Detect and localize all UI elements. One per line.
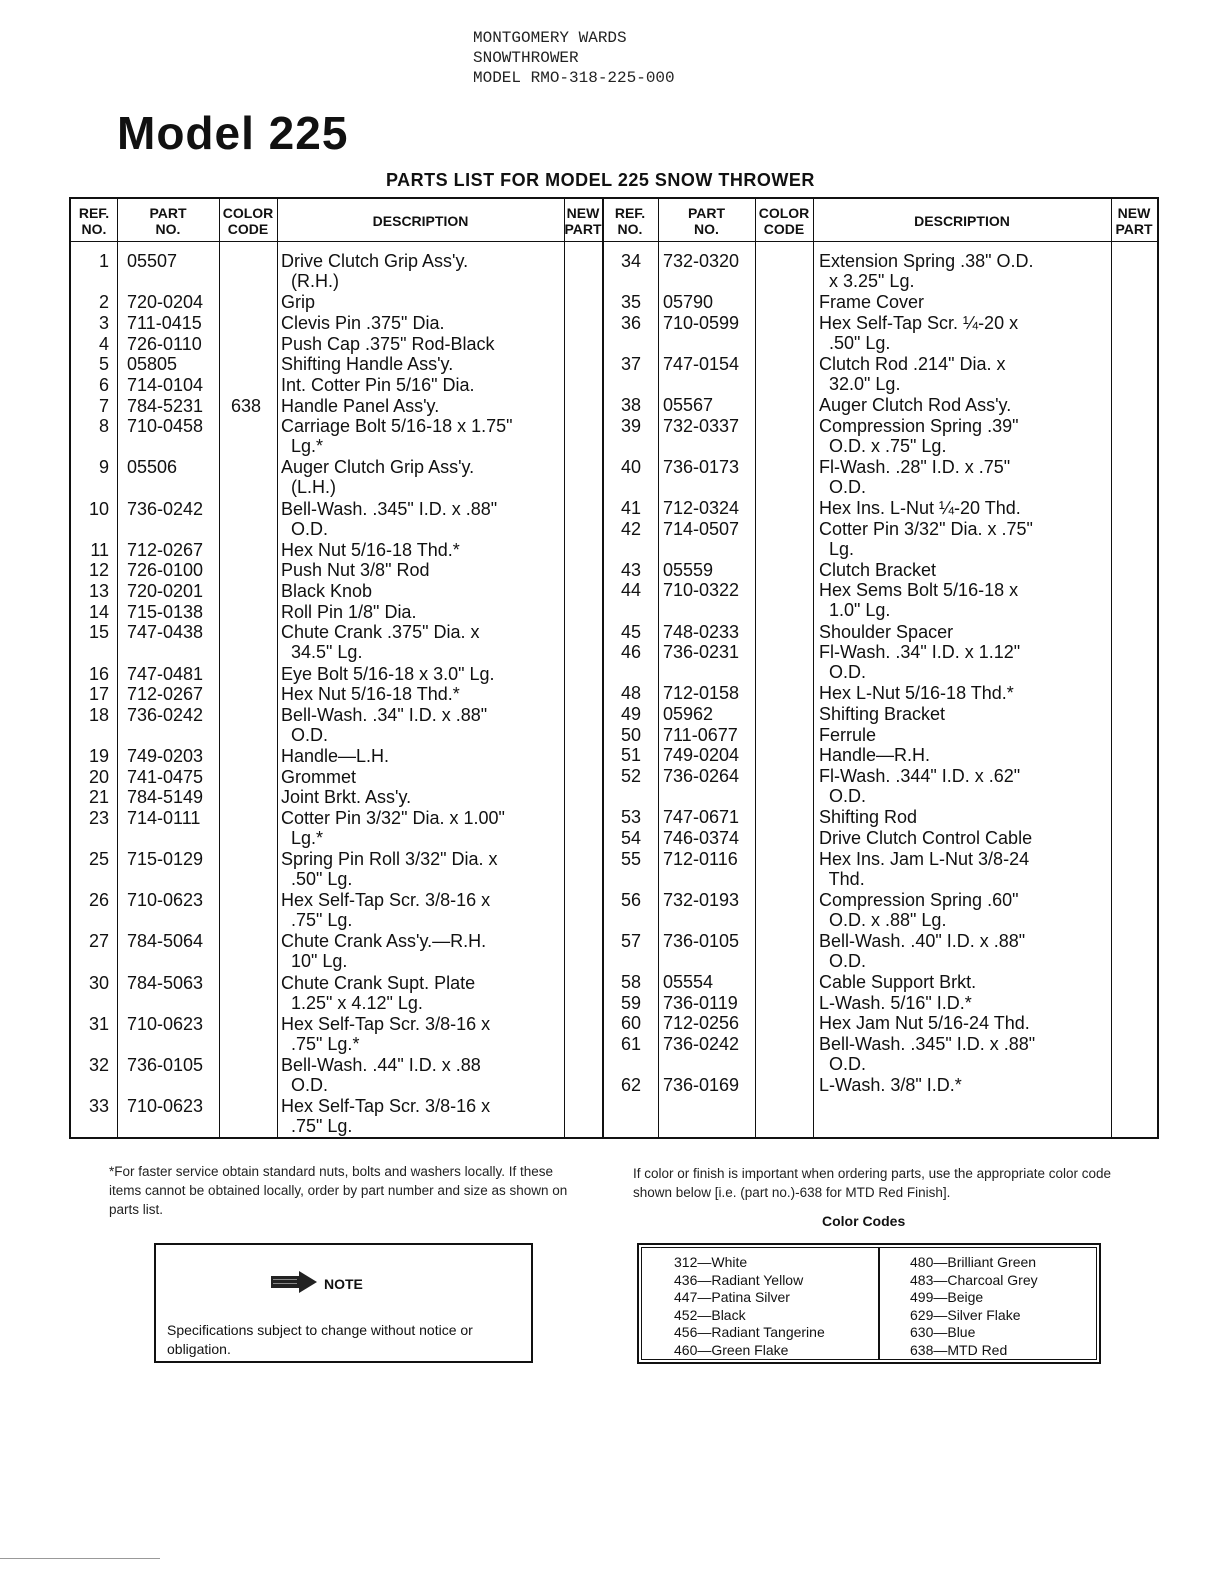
part-no: 748-0233 <box>663 621 740 642</box>
parts-table <box>69 197 1159 1139</box>
parts-list-title: PARTS LIST FOR MODEL 225 SNOW THROWER <box>386 170 815 190</box>
ref-no: 56 <box>620 889 641 910</box>
ref-no: 59 <box>620 992 641 1013</box>
ref-no: 12 <box>88 560 109 581</box>
part-no: 712-0267 <box>127 684 204 705</box>
ref-no: 46 <box>620 642 641 663</box>
part-no: 736-0119 <box>663 992 738 1013</box>
part-no: 710-0599 <box>663 312 740 333</box>
color-codes-inner <box>641 1247 1097 1360</box>
ref-no: 26 <box>88 890 109 911</box>
ref-no: 1 <box>98 251 109 271</box>
part-no: 05962 <box>663 704 714 724</box>
description: Shoulder Spacer <box>819 621 954 642</box>
ref-no: 16 <box>88 663 109 684</box>
part-no: 736-0242 <box>663 1034 740 1054</box>
ref-no: 31 <box>88 1013 109 1034</box>
ref-no: 7 <box>98 395 109 416</box>
description: Handle Panel Ass'y. <box>281 395 440 416</box>
column-divider <box>755 199 756 1137</box>
typed-header <box>473 28 675 88</box>
part-no: 726-0100 <box>127 560 204 581</box>
part-no: 714-0104 <box>127 374 204 395</box>
description: L-Wash. 5/16" I.D.* <box>819 992 972 1013</box>
ref-no: 62 <box>620 1075 641 1096</box>
ref-no: 37 <box>620 353 641 374</box>
ref-no: 38 <box>620 395 641 415</box>
color-codes-left <box>674 1254 825 1359</box>
color-codes-divider <box>878 1248 880 1359</box>
description: Ferrule <box>819 724 877 745</box>
description: Hex Self-Tap Scr. 3/8-16 x .75" Lg.* <box>281 1013 491 1054</box>
typed-line-product: SNOWTHROWER <box>473 49 579 67</box>
description: Cotter Pin 3/32" Dia. x 1.00" Lg.* <box>281 808 505 849</box>
ref-no: 15 <box>88 622 109 643</box>
ref-no: 44 <box>620 580 641 601</box>
ref-no: 34 <box>620 251 641 271</box>
description: Cable Support Brkt. <box>819 971 977 992</box>
color-codes-box <box>637 1243 1101 1364</box>
part-no: 736-0105 <box>127 1054 204 1075</box>
part-no: 05559 <box>663 559 714 580</box>
part-no: 720-0204 <box>127 292 204 313</box>
description: Push Nut 3/8" Rod <box>281 560 430 581</box>
ref-no: 48 <box>620 683 641 704</box>
color-code-entry: 499—Beige <box>910 1289 984 1305</box>
part-no: 726-0110 <box>127 333 202 354</box>
ref-no: 14 <box>88 601 109 622</box>
ref-no: 53 <box>620 807 641 828</box>
ref-no: 4 <box>98 333 109 354</box>
description: Black Knob <box>281 581 373 601</box>
description: Clutch Bracket <box>819 559 937 580</box>
description: Hex Ins. L-Nut ¼-20 Thd. <box>819 497 1021 518</box>
note-box <box>154 1243 533 1363</box>
footnote-color: If color or finish is important when ordering parts, use the appropriate color code shown below [i.e. (part no.)-638 for MTD Red Finish]. <box>633 1166 1111 1200</box>
description: Cotter Pin 3/32" Dia. x .75" Lg. <box>819 518 1033 559</box>
description: Chute Crank Supt. Plate 1.25" x 4.12" Lg. <box>281 972 476 1013</box>
description: L-Wash. 3/8" I.D.* <box>819 1075 962 1096</box>
note-heading-row <box>270 1271 363 1296</box>
part-no: 784-5149 <box>127 787 204 808</box>
column-divider <box>1111 199 1112 1137</box>
arrow-right-icon <box>270 1271 318 1296</box>
header-new-part: NEW PART <box>564 205 602 237</box>
part-no: 714-0111 <box>127 808 201 829</box>
part-no: 741-0475 <box>127 766 204 787</box>
ref-no: 55 <box>620 848 641 869</box>
description: Hex L-Nut 5/16-18 Thd.* <box>819 683 1014 704</box>
color-code-entry: 447—Patina Silver <box>674 1289 790 1305</box>
description: Hex Self-Tap Scr. 3/8-16 x .75" Lg. <box>281 890 491 931</box>
part-no: 784-5064 <box>127 931 204 952</box>
column-divider <box>564 199 565 1137</box>
part-no: 749-0204 <box>663 745 740 766</box>
ref-no: 35 <box>620 292 641 313</box>
part-no: 710-0623 <box>127 1013 204 1034</box>
ref-no: 11 <box>90 539 109 560</box>
part-no: 712-0256 <box>663 1013 740 1034</box>
description: Fl-Wash. .28" I.D. x .75" O.D. <box>819 456 1011 497</box>
ref-no: 19 <box>88 746 109 766</box>
color-code-entry: 483—Charcoal Grey <box>910 1271 1038 1288</box>
color-code-entry: 630—Blue <box>910 1324 976 1340</box>
part-no: 711-0677 <box>663 724 738 745</box>
ref-no: 40 <box>620 456 641 477</box>
ref-no: 39 <box>620 415 641 436</box>
header-part-no: PART NO. <box>149 205 187 237</box>
ref-no: 36 <box>620 312 641 333</box>
part-no: 715-0138 <box>127 601 204 622</box>
part-no: 710-0458 <box>127 416 204 437</box>
description: Hex Self-Tap Scr. 3/8-16 x .75" Lg. <box>281 1095 491 1136</box>
color-code-entry: 436—Radiant Yellow <box>674 1271 804 1288</box>
ref-no: 50 <box>620 724 641 745</box>
ref-no: 20 <box>88 766 109 787</box>
ref-no: 41 <box>620 497 641 518</box>
part-no: 749-0203 <box>127 746 204 766</box>
ref-no: 57 <box>620 930 641 951</box>
ref-no: 42 <box>620 518 641 539</box>
column-divider <box>219 199 220 1137</box>
ref-no: 21 <box>88 787 109 808</box>
part-no: 710-0322 <box>663 580 740 601</box>
part-no: 736-0169 <box>663 1075 740 1096</box>
ref-no: 27 <box>88 931 109 952</box>
header-color-code: COLOR CODE <box>222 205 274 237</box>
part-no: 736-0105 <box>663 930 740 951</box>
ref-no: 58 <box>620 971 641 992</box>
description: Joint Brkt. Ass'y. <box>281 787 412 808</box>
model-title: Model 225 <box>117 107 349 159</box>
part-no: 736-0264 <box>663 766 740 787</box>
part-no: 746-0374 <box>663 827 740 848</box>
description: Hex Jam Nut 5/16-24 Thd. <box>819 1013 1030 1034</box>
color-code-entry: 480—Brilliant Green <box>910 1254 1037 1270</box>
description: Grip <box>281 292 316 313</box>
description: Clutch Rod .214" Dia. x 32.0" Lg. <box>819 353 1006 394</box>
part-no: 712-0267 <box>127 539 204 560</box>
part-no: 736-0242 <box>127 498 204 519</box>
ref-no: 33 <box>88 1095 109 1116</box>
ref-no: 43 <box>620 559 641 580</box>
part-no: 784-5063 <box>127 972 204 993</box>
description: Roll Pin 1/8" Dia. <box>281 601 417 622</box>
part-no: 732-0320 <box>663 251 740 271</box>
ref-no: 49 <box>620 704 641 724</box>
description: Spring Pin Roll 3/32" Dia. x .50" Lg. <box>281 849 498 890</box>
header-ref-no-right: REF. NO. <box>614 205 646 237</box>
part-no: 05805 <box>127 354 178 375</box>
part-no: 736-0173 <box>663 456 740 477</box>
description: Bell-Wash. .345" I.D. x .88" O.D. <box>819 1034 1036 1074</box>
header-color-code-right: COLOR CODE <box>758 205 810 237</box>
ref-no: 9 <box>98 457 109 478</box>
ref-no: 18 <box>88 704 109 725</box>
part-no: 05790 <box>663 292 714 313</box>
description: Bell-Wash. .40" I.D. x .88" O.D. <box>819 930 1026 971</box>
part-no: 712-0324 <box>663 497 740 518</box>
header-description-right: DESCRIPTION <box>914 213 1010 229</box>
description: Fl-Wash. .34" I.D. x 1.12" O.D. <box>819 642 1021 683</box>
typed-line-model: MODEL RMO-318-225-000 <box>473 69 675 87</box>
part-no: 710-0623 <box>127 1095 204 1116</box>
part-no: 747-0671 <box>663 807 740 828</box>
color-code: 638 <box>231 395 262 416</box>
ref-no: 54 <box>620 827 641 848</box>
color-codes-right <box>910 1254 1038 1359</box>
note-text: Specifications subject to change without notice or obligation. <box>167 1322 473 1357</box>
description: Handle—L.H. <box>281 746 390 766</box>
ref-no: 6 <box>98 374 109 395</box>
ref-no: 52 <box>620 766 641 787</box>
description: Auger Clutch Grip Ass'y. (L.H.) <box>281 457 475 498</box>
ref-no: 32 <box>88 1054 109 1075</box>
column-divider <box>658 199 659 1137</box>
ref-no: 3 <box>98 312 109 333</box>
description: Shifting Rod <box>819 807 918 828</box>
description: Chute Crank .375" Dia. x 34.5" Lg. <box>281 622 480 663</box>
description: Frame Cover <box>819 292 925 313</box>
ref-no: 5 <box>98 354 109 375</box>
description: Shifting Handle Ass'y. <box>281 354 454 375</box>
part-no: 732-0193 <box>663 889 740 910</box>
description: Int. Cotter Pin 5/16" Dia. <box>281 374 475 395</box>
part-no: 711-0415 <box>127 312 202 333</box>
ref-no: 30 <box>88 972 109 993</box>
ref-no: 51 <box>620 745 641 766</box>
ref-no: 23 <box>88 808 109 829</box>
part-no: 736-0231 <box>663 642 740 663</box>
typed-line-brand: MONTGOMERY WARDS <box>473 29 627 47</box>
description: Handle—R.H. <box>819 745 931 766</box>
description: Compression Spring .60" O.D. x .88" Lg. <box>819 889 1019 930</box>
description: Hex Sems Bolt 5/16-18 x 1.0" Lg. <box>819 580 1019 621</box>
description: Auger Clutch Rod Ass'y. <box>819 395 1012 415</box>
color-code-entry: 456—Radiant Tangerine <box>674 1324 825 1340</box>
part-no: 05507 <box>127 251 178 271</box>
part-no: 05554 <box>663 971 714 992</box>
ref-no: 25 <box>88 849 109 870</box>
ref-no: 61 <box>620 1034 641 1054</box>
header-new-part-right: NEW PART <box>1115 205 1153 237</box>
part-no: 720-0201 <box>127 581 204 601</box>
note-heading: NOTE <box>324 1275 363 1292</box>
page-edge-rule <box>0 1558 160 1559</box>
description: Compression Spring .39" O.D. x .75" Lg. <box>819 415 1019 456</box>
ref-no: 45 <box>620 621 641 642</box>
ref-no: 10 <box>88 498 109 519</box>
description: Clevis Pin .375" Dia. <box>281 312 445 333</box>
header-description: DESCRIPTION <box>372 213 469 229</box>
description: Bell-Wash. .345" I.D. x .88" O.D. <box>281 498 498 539</box>
header-part-no-right: PART NO. <box>687 205 726 237</box>
ref-no: 2 <box>98 292 109 313</box>
color-code-entry: 312—White <box>674 1254 748 1270</box>
description: Hex Self-Tap Scr. ¼-20 x .50" Lg. <box>819 312 1019 353</box>
description: Drive Clutch Grip Ass'y. (R.H.) <box>281 251 469 291</box>
color-code-entry: 629—Silver Flake <box>910 1306 1021 1323</box>
part-no: 732-0337 <box>663 415 740 436</box>
ref-no: 8 <box>98 416 109 437</box>
color-code-entry: 638—MTD Red <box>910 1341 1008 1358</box>
part-no: 714-0507 <box>663 518 740 539</box>
column-divider <box>813 199 814 1137</box>
ref-no: 17 <box>88 684 109 705</box>
column-divider <box>277 199 278 1137</box>
part-no: 710-0623 <box>127 890 204 911</box>
part-no: 747-0481 <box>127 663 204 684</box>
part-no: 747-0438 <box>127 622 204 643</box>
description: Chute Crank Ass'y.—R.H. 10" Lg. <box>281 931 487 972</box>
description: Grommet <box>281 766 357 787</box>
description: Bell-Wash. .34" I.D. x .88" O.D. <box>281 704 488 745</box>
part-no: 736-0242 <box>127 704 204 725</box>
description: Extension Spring .38" O.D. x 3.25" Lg. <box>819 251 1034 291</box>
column-divider <box>117 199 118 1137</box>
part-no: 747-0154 <box>663 353 740 374</box>
color-code-entry: 460—Green Flake <box>674 1341 789 1358</box>
part-no: 715-0129 <box>127 849 204 870</box>
description: Bell-Wash. .44" I.D. x .88 O.D. <box>281 1054 481 1095</box>
color-code-entry: 452—Black <box>674 1306 746 1323</box>
footnote-hardware: *For faster service obtain standard nuts, bolts and washers locally. If these items cannot be obtained locally, order by part number and size as shown on parts list. <box>109 1164 568 1217</box>
header-divider <box>71 241 1157 242</box>
part-no: 712-0116 <box>663 848 738 869</box>
description: Fl-Wash. .344" I.D. x .62" O.D. <box>819 766 1021 807</box>
description: Eye Bolt 5/16-18 x 3.0" Lg. <box>281 663 495 684</box>
ref-no: 13 <box>88 581 109 601</box>
part-no: 05567 <box>663 395 714 415</box>
header-ref-no: REF. NO. <box>78 205 110 237</box>
description: Drive Clutch Control Cable <box>819 827 1033 848</box>
part-no: 712-0158 <box>663 683 740 704</box>
description: Shifting Bracket <box>819 704 946 724</box>
part-no: 05506 <box>127 457 178 478</box>
description: Carriage Bolt 5/16-18 x 1.75" Lg.* <box>281 416 513 457</box>
description: Hex Nut 5/16-18 Thd.* <box>281 539 460 560</box>
part-no: 784-5231 <box>127 395 204 416</box>
color-codes-title: Color Codes <box>822 1213 906 1229</box>
description: Hex Nut 5/16-18 Thd.* <box>281 684 460 705</box>
description: Push Cap .375" Rod-Black <box>281 333 495 354</box>
ref-no: 60 <box>620 1013 641 1034</box>
description: Hex Ins. Jam L-Nut 3/8-24 Thd. <box>819 848 1030 889</box>
